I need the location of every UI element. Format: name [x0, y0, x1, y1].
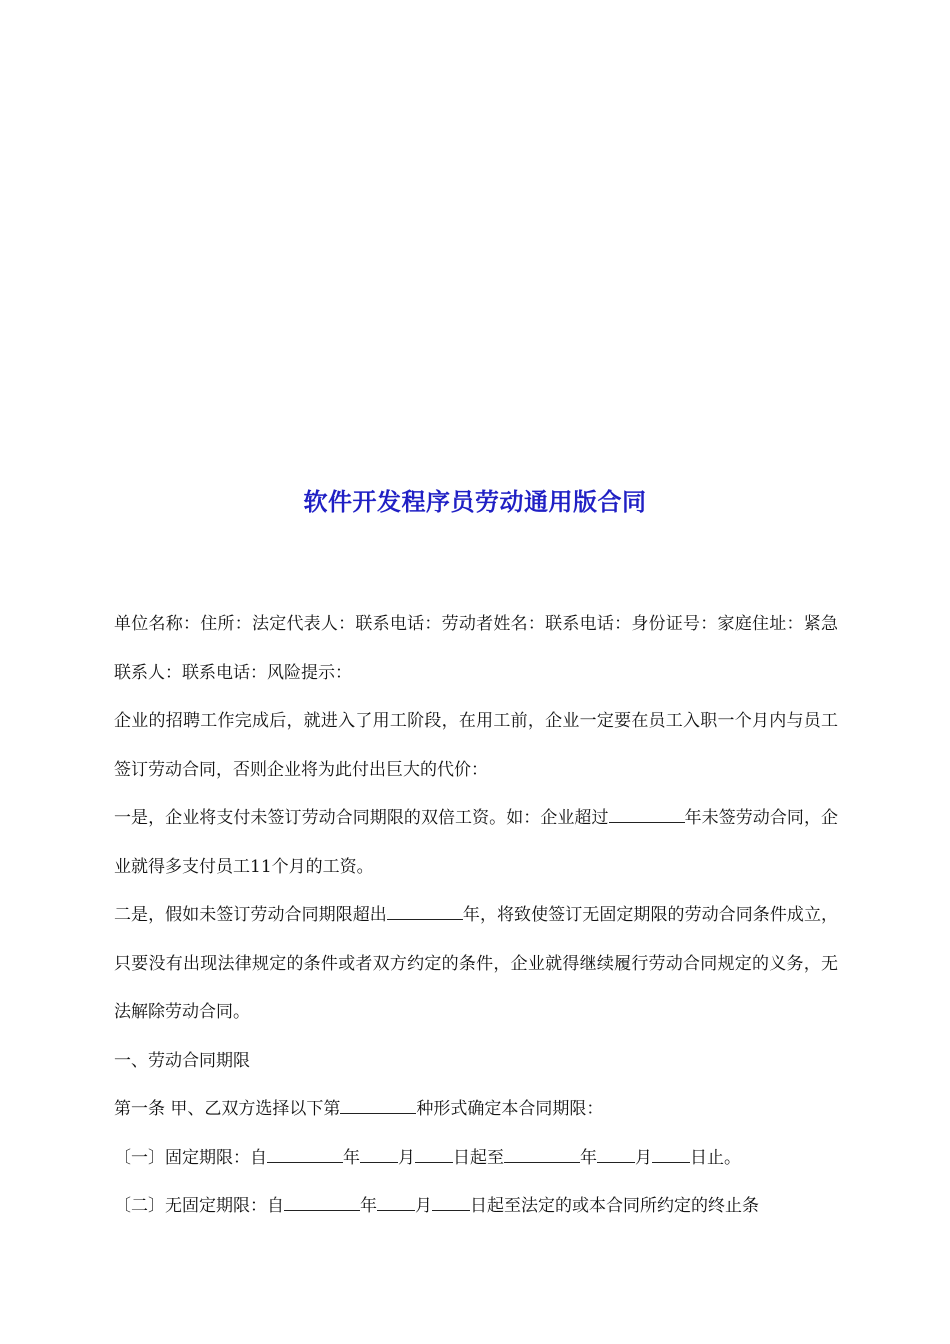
fixed-term-label: 〔一〕固定期限：自 — [114, 1147, 267, 1168]
open-term-paragraph — [114, 1182, 838, 1231]
risk-point-1-text-before: 一是，企业将支付未签订劳动合同期限的双倍工资。如：企业超过 — [114, 808, 609, 828]
risk-point-2-text-after: 年，将致使签订无固定期限的劳动合同条件成立，只要没有出现法律规定的条件或者双方约定的条件，企业就得继续履行劳动合同规定的义务，无法解除劳动合同。 — [114, 905, 839, 1022]
month-label: 月 — [415, 1196, 432, 1216]
start-day-blank — [432, 1193, 470, 1211]
month-label: 月 — [635, 1147, 652, 1168]
end-year-blank — [504, 1145, 580, 1163]
open-term-label: 〔二〕无固定期限：自 — [114, 1196, 284, 1216]
article-1-text-after: 种形式确定本合同期限： — [416, 1099, 604, 1119]
risk-intro-paragraph: 企业的招聘工作完成后，就进入了用工阶段，在用工前，企业一定要在员工入职一个月内与员工签订劳动合同，否则企业将为此付出巨大的代价： — [114, 711, 838, 780]
fixed-term-paragraph — [114, 1134, 838, 1183]
start-month-blank — [377, 1193, 415, 1211]
end-label: 日止。 — [690, 1147, 741, 1168]
article-1-text-before: 第一条 甲、乙双方选择以下第 — [114, 1099, 341, 1119]
open-term-rest: 日起至法定的或本合同所约定的终止条 — [470, 1196, 759, 1216]
header-fields-paragraph: 单位名称：住所：法定代表人：联系电话：劳动者姓名：联系电话：身份证号：家庭住址：紧急联系人：联系电话：风险提示： — [114, 614, 838, 683]
document-title: 软件开发程序员劳动通用版合同 — [303, 488, 647, 516]
start-year-blank — [267, 1145, 343, 1163]
start-year-blank — [284, 1193, 360, 1211]
from-label: 日起至 — [453, 1147, 504, 1168]
year-label: 年 — [360, 1196, 377, 1216]
year-label: 年 — [580, 1147, 597, 1168]
year-label: 年 — [343, 1147, 360, 1168]
risk-point-2-text-before: 二是，假如未签订劳动合同期限超出 — [114, 905, 387, 925]
document-body — [114, 600, 838, 1231]
article-1-paragraph — [114, 1085, 838, 1134]
end-month-blank — [597, 1145, 635, 1163]
risk-point-2-paragraph — [114, 891, 838, 1037]
end-day-blank — [652, 1145, 690, 1163]
year-blank — [387, 902, 463, 920]
year-blank — [609, 805, 685, 823]
start-day-blank — [415, 1145, 453, 1163]
risk-point-1-paragraph — [114, 794, 838, 891]
start-month-blank — [360, 1145, 398, 1163]
section-heading: 一、劳动合同期限 — [114, 1050, 250, 1071]
option-number-blank — [340, 1096, 416, 1114]
risk-point-1-text-after: 年未签劳动合同，企业就得多支付员工11个月的工资。 — [114, 808, 839, 877]
month-label: 月 — [398, 1147, 415, 1168]
